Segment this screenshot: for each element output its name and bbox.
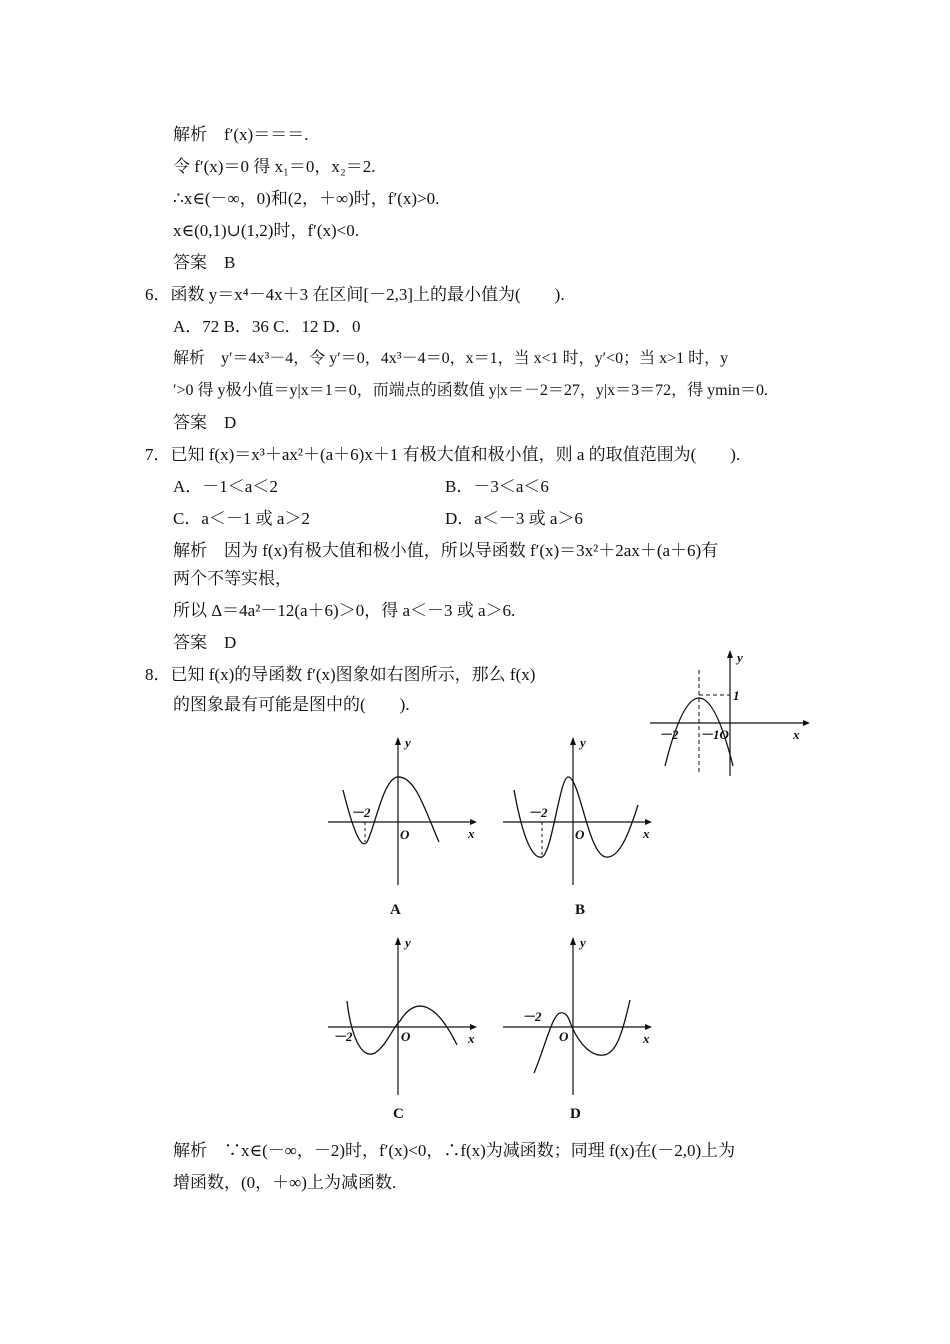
tick-neg2: －2: [522, 1009, 542, 1024]
question-8: 8．已知 f(x)的导函数 f′(x)图象如右图所示，那么 f(x): [145, 665, 536, 684]
tick-neg2: －2: [528, 805, 548, 820]
graph-a: [325, 735, 485, 885]
answer-line: 答案 B: [173, 253, 236, 272]
option-c: C．a＜－1 或 a＞2: [173, 509, 310, 528]
origin-label: O: [401, 1029, 411, 1044]
y-axis-label: y: [405, 735, 411, 750]
tick-neg1-origin: －1O: [700, 727, 729, 742]
answer-line: 答案 D: [173, 413, 237, 432]
solution-line: 所以 Δ＝4a²－12(a＋6)＞0，得 a＜－3 或 a＞6.: [173, 601, 516, 620]
x-axis-label: x: [643, 826, 650, 841]
solution-line: ∴x∈(－∞，0)和(2，＋∞)时，f′(x)>0.: [173, 189, 440, 208]
graph-c: [325, 935, 485, 1095]
solution-line: 解析 y′＝4x³－4，令 y′＝0，4x³－4＝0，x＝1，当 x<1 时，y′<0；当 x>1 时，y: [173, 350, 729, 367]
option-a: A．－1＜a＜2: [173, 477, 278, 496]
graph-d: [500, 935, 660, 1095]
solution-line: 增函数，(0，＋∞)上为减函数.: [173, 1173, 397, 1192]
curve-d: [534, 1000, 630, 1073]
y-axis-label: y: [737, 650, 743, 665]
y-axis-label: y: [405, 935, 411, 950]
x-axis-label: x: [468, 826, 475, 841]
graph-d-caption: D: [570, 1106, 581, 1122]
origin-label: O: [400, 827, 410, 842]
derivative-graph: [645, 648, 815, 778]
solution-line: 解析 f′(x)＝＝＝.: [173, 125, 309, 144]
solution-line: 令 f′(x)＝0 得 x₁＝0，x₂＝2.: [173, 157, 376, 176]
solution-line: x∈(0,1)∪(1,2)时，f′(x)<0.: [173, 221, 360, 240]
options-6: A．72 B．36 C．12 D．0: [173, 317, 361, 336]
solution-line: 两个不等实根，: [173, 569, 292, 588]
origin-label: O: [559, 1029, 569, 1044]
graph-a-caption: A: [390, 902, 401, 918]
x-axis-label: x: [643, 1031, 650, 1046]
tick-neg2: －2: [333, 1029, 353, 1044]
question-6: 6．函数 y＝x⁴－4x＋3 在区间[－2,3]上的最小值为( ).: [145, 285, 565, 304]
x-axis-label: x: [793, 727, 800, 742]
graph-b-caption: B: [575, 902, 586, 918]
question-8-cont: 的图象最有可能是图中的( ).: [173, 695, 410, 714]
tick-neg2: －2: [351, 805, 371, 820]
x-axis-label: x: [468, 1031, 475, 1046]
origin-label: O: [575, 827, 585, 842]
answer-line: 答案 D: [173, 633, 237, 652]
graph-c-caption: C: [393, 1106, 404, 1122]
y-axis-label: y: [580, 735, 586, 750]
solution-line: 解析 因为 f(x)有极大值和极小值，所以导函数 f′(x)＝3x²＋2ax＋(a＋6)有: [173, 541, 719, 560]
graph-b: [500, 735, 660, 885]
y-axis-label: y: [580, 935, 586, 950]
option-b: B．－3＜a＜6: [445, 477, 549, 496]
solution-line: ′>0 得 y极小值＝y|x＝1＝0，而端点的函数值 y|x＝－2＝27，y|x＝3＝72，得 ymin＝0.: [173, 382, 769, 399]
solution-line: 解析 ∵x∈(－∞，－2)时，f′(x)<0，∴f(x)为减函数；同理 f(x)在(－2,0)上为: [173, 1141, 736, 1160]
option-d: D．a＜－3 或 a＞6: [445, 509, 583, 528]
tick-1: 1: [733, 688, 740, 703]
tick-neg2: －2: [659, 727, 679, 742]
question-7: 7．已知 f(x)＝x³＋ax²＋(a＋6)x＋1 有极大值和极小值，则 a 的取值范围为( ).: [145, 445, 741, 464]
